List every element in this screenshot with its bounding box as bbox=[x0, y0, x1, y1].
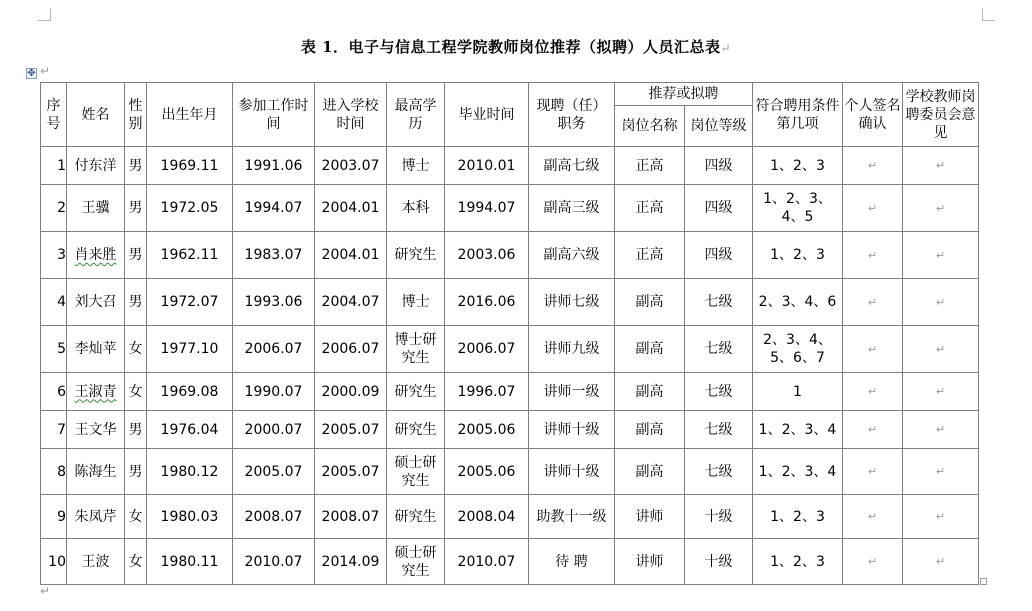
page-corner-top-right bbox=[982, 8, 995, 21]
paragraph-mark: ↵ bbox=[867, 201, 878, 215]
cell-pos-name[interactable]: 讲师 bbox=[615, 495, 685, 539]
cell-cond[interactable]: 1、2、3、4 bbox=[753, 449, 843, 495]
cell-name[interactable]: 肖来胜 bbox=[67, 232, 125, 279]
cell-enter[interactable]: 2006.07 bbox=[315, 326, 387, 373]
cell-grad[interactable]: 2010.01 bbox=[445, 147, 529, 185]
cell-pos-name[interactable]: 副高 bbox=[615, 326, 685, 373]
cell-cond[interactable]: 1、2、3、4 bbox=[753, 411, 843, 449]
paragraph-mark: ↵ bbox=[935, 555, 946, 568]
cell-degree[interactable]: 研究生 bbox=[387, 495, 445, 539]
cell-gender[interactable]: 男 bbox=[125, 147, 147, 185]
paragraph-mark: ↵ bbox=[935, 385, 946, 398]
header-recommend-group: 推荐或拟聘 bbox=[615, 83, 753, 106]
table-row bbox=[41, 326, 979, 373]
cell-seq[interactable]: 2 bbox=[41, 185, 67, 232]
cell-degree[interactable]: 本科 bbox=[387, 185, 445, 232]
cell-enter[interactable]: 2003.07 bbox=[315, 147, 387, 185]
cell-cond[interactable]: 2、3、4、5、6、7 bbox=[753, 326, 843, 373]
header-committee: 学校教师岗聘委员会意见 bbox=[903, 83, 979, 147]
cell-cond[interactable]: 1、2、3 bbox=[753, 539, 843, 585]
summary-table bbox=[40, 82, 979, 585]
cell-pos-level[interactable]: 四级 bbox=[685, 185, 753, 232]
cell-signature[interactable] bbox=[843, 147, 903, 185]
cell-pos-level[interactable]: 七级 bbox=[685, 373, 753, 411]
paragraph-mark: ↵ bbox=[935, 159, 946, 172]
cell-pos-name[interactable]: 正高 bbox=[615, 185, 685, 232]
table-row bbox=[41, 147, 979, 185]
cell-committee[interactable] bbox=[903, 279, 979, 326]
cell-signature[interactable] bbox=[843, 373, 903, 411]
table-row bbox=[41, 411, 979, 449]
cell-signature[interactable] bbox=[843, 279, 903, 326]
cell-pos-name[interactable]: 副高 bbox=[615, 279, 685, 326]
cell-committee[interactable] bbox=[903, 147, 979, 185]
cell-pos-name[interactable]: 正高 bbox=[615, 147, 685, 185]
cell-work[interactable]: 2005.07 bbox=[233, 449, 315, 495]
paragraph-mark: ↵ bbox=[867, 159, 878, 172]
paragraph-mark: ↵ bbox=[40, 64, 51, 78]
cell-work[interactable]: 1994.07 bbox=[233, 185, 315, 232]
cell-committee[interactable] bbox=[903, 373, 979, 411]
table-resize-handle[interactable] bbox=[980, 578, 987, 585]
table-row bbox=[41, 373, 979, 411]
paragraph-mark: ↵ bbox=[867, 510, 878, 523]
cell-enter[interactable]: 2008.07 bbox=[315, 495, 387, 539]
header-current-post: 现聘（任）职务 bbox=[529, 83, 615, 147]
cell-grad[interactable]: 2003.06 bbox=[445, 232, 529, 279]
cell-committee[interactable] bbox=[903, 185, 979, 232]
cell-seq[interactable]: 7 bbox=[41, 411, 67, 449]
paragraph-mark: ↵ bbox=[720, 41, 732, 55]
cell-work[interactable]: 2006.07 bbox=[233, 326, 315, 373]
cell-name[interactable]: 王文华 bbox=[67, 411, 125, 449]
cell-name[interactable]: 王淑青 bbox=[67, 373, 125, 411]
cell-seq[interactable]: 5 bbox=[41, 326, 67, 373]
cell-grad[interactable]: 2006.07 bbox=[445, 326, 529, 373]
cell-committee[interactable] bbox=[903, 495, 979, 539]
cell-post[interactable]: 讲师十级 bbox=[529, 449, 615, 495]
cell-gender[interactable]: 女 bbox=[125, 495, 147, 539]
cell-cond[interactable]: 2、3、4、6 bbox=[753, 279, 843, 326]
cell-birth[interactable]: 1969.08 bbox=[147, 373, 233, 411]
cell-name[interactable]: 王波 bbox=[67, 539, 125, 585]
paragraph-mark: ↵ bbox=[867, 423, 878, 436]
table-row bbox=[41, 539, 979, 585]
cell-cond[interactable]: 1、2、3 bbox=[753, 495, 843, 539]
cell-degree[interactable]: 研究生 bbox=[387, 373, 445, 411]
table-row bbox=[41, 232, 979, 279]
header-degree: 最高学历 bbox=[387, 83, 445, 147]
cell-seq[interactable]: 10 bbox=[41, 539, 67, 585]
page-corner-top-left bbox=[38, 8, 51, 21]
cell-post[interactable]: 副高三级 bbox=[529, 185, 615, 232]
cell-pos-level[interactable]: 七级 bbox=[685, 279, 753, 326]
cell-grad[interactable]: 1994.07 bbox=[445, 185, 529, 232]
cell-signature[interactable] bbox=[843, 185, 903, 232]
cell-gender[interactable]: 男 bbox=[125, 411, 147, 449]
cell-signature[interactable] bbox=[843, 495, 903, 539]
cell-gender[interactable]: 女 bbox=[125, 373, 147, 411]
cell-cond[interactable]: 1、2、3 bbox=[753, 232, 843, 279]
cell-pos-level[interactable]: 七级 bbox=[685, 326, 753, 373]
cell-grad[interactable]: 2005.06 bbox=[445, 411, 529, 449]
cell-gender[interactable]: 男 bbox=[125, 185, 147, 232]
cell-pos-level[interactable]: 四级 bbox=[685, 147, 753, 185]
header-gender: 性别 bbox=[125, 83, 147, 147]
cell-work[interactable]: 1990.07 bbox=[233, 373, 315, 411]
paragraph-mark: ↵ bbox=[935, 465, 946, 478]
cell-pos-level[interactable]: 七级 bbox=[685, 411, 753, 449]
cell-post[interactable]: 副高七级 bbox=[529, 147, 615, 185]
header-signature: 个人签名确认 bbox=[843, 83, 903, 147]
cell-post[interactable]: 副高六级 bbox=[529, 232, 615, 279]
cell-birth[interactable]: 1980.11 bbox=[147, 539, 233, 585]
cell-degree[interactable]: 硕士研究生 bbox=[387, 539, 445, 585]
paragraph-mark: ↵ bbox=[867, 385, 878, 398]
cell-enter[interactable]: 2004.01 bbox=[315, 185, 387, 232]
cell-enter[interactable]: 2000.09 bbox=[315, 373, 387, 411]
cell-degree[interactable]: 硕士研究生 bbox=[387, 449, 445, 495]
cell-pos-name[interactable]: 副高 bbox=[615, 373, 685, 411]
paragraph-mark: ↵ bbox=[867, 342, 878, 356]
cell-name[interactable]: 朱凤芹 bbox=[67, 495, 125, 539]
header-seq: 序号 bbox=[41, 83, 67, 147]
cell-enter[interactable]: 2005.07 bbox=[315, 449, 387, 495]
cell-degree[interactable]: 博士 bbox=[387, 147, 445, 185]
header-work-start: 参加工作时间 bbox=[233, 83, 315, 147]
paragraph-mark: ↵ bbox=[935, 248, 946, 262]
cell-birth[interactable]: 1977.10 bbox=[147, 326, 233, 373]
cell-gender[interactable]: 男 bbox=[125, 232, 147, 279]
cell-post[interactable]: 讲师七级 bbox=[529, 279, 615, 326]
cell-gender[interactable]: 男 bbox=[125, 279, 147, 326]
cell-seq[interactable]: 6 bbox=[41, 373, 67, 411]
table-move-handle-icon[interactable]: ✥ bbox=[27, 68, 36, 79]
cell-pos-name[interactable]: 副高 bbox=[615, 449, 685, 495]
cell-work[interactable]: 1991.06 bbox=[233, 147, 315, 185]
cell-gender[interactable]: 男 bbox=[125, 449, 147, 495]
cell-seq[interactable]: 9 bbox=[41, 495, 67, 539]
cell-signature[interactable] bbox=[843, 449, 903, 495]
cell-pos-name[interactable]: 正高 bbox=[615, 232, 685, 279]
cell-birth[interactable]: 1969.11 bbox=[147, 147, 233, 185]
header-birth: 出生年月 bbox=[147, 83, 233, 147]
cell-pos-level[interactable]: 四级 bbox=[685, 232, 753, 279]
header-position-name: 岗位名称 bbox=[615, 106, 685, 147]
table-row bbox=[41, 185, 979, 232]
cell-grad[interactable]: 2008.04 bbox=[445, 495, 529, 539]
cell-pos-name[interactable]: 讲师 bbox=[615, 539, 685, 585]
cell-birth[interactable]: 1962.11 bbox=[147, 232, 233, 279]
paragraph-mark: ↵ bbox=[867, 555, 878, 568]
cell-grad[interactable]: 2016.06 bbox=[445, 279, 529, 326]
cell-work[interactable]: 2010.07 bbox=[233, 539, 315, 585]
cell-committee[interactable] bbox=[903, 539, 979, 585]
cell-committee[interactable] bbox=[903, 449, 979, 495]
cell-enter[interactable]: 2004.01 bbox=[315, 232, 387, 279]
header-school-enter: 进入学校时间 bbox=[315, 83, 387, 147]
cell-enter[interactable]: 2014.09 bbox=[315, 539, 387, 585]
cell-work[interactable]: 1993.06 bbox=[233, 279, 315, 326]
cell-birth[interactable]: 1972.07 bbox=[147, 279, 233, 326]
cell-signature[interactable] bbox=[843, 326, 903, 373]
header-position-level: 岗位等级 bbox=[685, 106, 753, 147]
cell-degree[interactable]: 研究生 bbox=[387, 411, 445, 449]
header-conditions: 符合聘用条件第几项 bbox=[753, 83, 843, 147]
cell-grad[interactable]: 2005.06 bbox=[445, 449, 529, 495]
cell-cond[interactable]: 1、2、3 bbox=[753, 147, 843, 185]
cell-signature[interactable] bbox=[843, 411, 903, 449]
paragraph-mark: ↵ bbox=[40, 584, 51, 598]
title-text: 表 1．电子与信息工程学院教师岗位推荐（拟聘）人员汇总表 bbox=[300, 38, 721, 56]
cell-post[interactable]: 待 聘 bbox=[529, 539, 615, 585]
table-row bbox=[41, 449, 979, 495]
cell-work[interactable]: 2000.07 bbox=[233, 411, 315, 449]
header-graduation: 毕业时间 bbox=[445, 83, 529, 147]
cell-seq[interactable]: 1 bbox=[41, 147, 67, 185]
document-title bbox=[0, 36, 1032, 57]
cell-committee[interactable] bbox=[903, 411, 979, 449]
cell-cond[interactable]: 1 bbox=[753, 373, 843, 411]
cell-name[interactable]: 陈海生 bbox=[67, 449, 125, 495]
table-row bbox=[41, 279, 979, 326]
cell-name[interactable]: 王骥 bbox=[67, 185, 125, 232]
cell-seq[interactable]: 8 bbox=[41, 449, 67, 495]
header-name: 姓名 bbox=[67, 83, 125, 147]
cell-pos-level[interactable]: 七级 bbox=[685, 449, 753, 495]
paragraph-mark: ↵ bbox=[935, 342, 946, 356]
cell-pos-name[interactable]: 副高 bbox=[615, 411, 685, 449]
cell-work[interactable]: 2008.07 bbox=[233, 495, 315, 539]
cell-committee[interactable] bbox=[903, 232, 979, 279]
cell-gender[interactable]: 女 bbox=[125, 326, 147, 373]
paragraph-mark: ↵ bbox=[935, 423, 946, 436]
cell-birth[interactable]: 1972.05 bbox=[147, 185, 233, 232]
table-row bbox=[41, 495, 979, 539]
cell-degree[interactable]: 博士研究生 bbox=[387, 326, 445, 373]
cell-gender[interactable]: 女 bbox=[125, 539, 147, 585]
cell-enter[interactable]: 2005.07 bbox=[315, 411, 387, 449]
cell-committee[interactable] bbox=[903, 326, 979, 373]
cell-pos-level[interactable]: 十级 bbox=[685, 495, 753, 539]
paragraph-mark: ↵ bbox=[867, 295, 878, 309]
cell-degree[interactable]: 博士 bbox=[387, 279, 445, 326]
cell-name[interactable]: 刘大召 bbox=[67, 279, 125, 326]
cell-name[interactable]: 李灿苹 bbox=[67, 326, 125, 373]
cell-grad[interactable]: 1996.07 bbox=[445, 373, 529, 411]
cell-seq[interactable]: 4 bbox=[41, 279, 67, 326]
paragraph-mark: ↵ bbox=[935, 201, 946, 215]
cell-signature[interactable] bbox=[843, 539, 903, 585]
cell-post[interactable]: 讲师九级 bbox=[529, 326, 615, 373]
cell-birth[interactable]: 1980.12 bbox=[147, 449, 233, 495]
cell-degree[interactable]: 研究生 bbox=[387, 232, 445, 279]
header-row bbox=[41, 83, 979, 106]
cell-post[interactable]: 讲师一级 bbox=[529, 373, 615, 411]
cell-post[interactable]: 助教十一级 bbox=[529, 495, 615, 539]
cell-post[interactable]: 讲师十级 bbox=[529, 411, 615, 449]
cell-pos-level[interactable]: 十级 bbox=[685, 539, 753, 585]
cell-enter[interactable]: 2004.07 bbox=[315, 279, 387, 326]
cell-name[interactable]: 付东洋 bbox=[67, 147, 125, 185]
cell-grad[interactable]: 2010.07 bbox=[445, 539, 529, 585]
cell-cond[interactable]: 1、2、3、4、5 bbox=[753, 185, 843, 232]
cell-seq[interactable]: 3 bbox=[41, 232, 67, 279]
paragraph-mark: ↵ bbox=[867, 465, 878, 478]
paragraph-mark: ↵ bbox=[935, 295, 946, 309]
cell-birth[interactable]: 1976.04 bbox=[147, 411, 233, 449]
cell-work[interactable]: 1983.07 bbox=[233, 232, 315, 279]
paragraph-mark: ↵ bbox=[867, 248, 878, 262]
paragraph-mark: ↵ bbox=[935, 510, 946, 523]
cell-signature[interactable] bbox=[843, 232, 903, 279]
cell-birth[interactable]: 1980.03 bbox=[147, 495, 233, 539]
